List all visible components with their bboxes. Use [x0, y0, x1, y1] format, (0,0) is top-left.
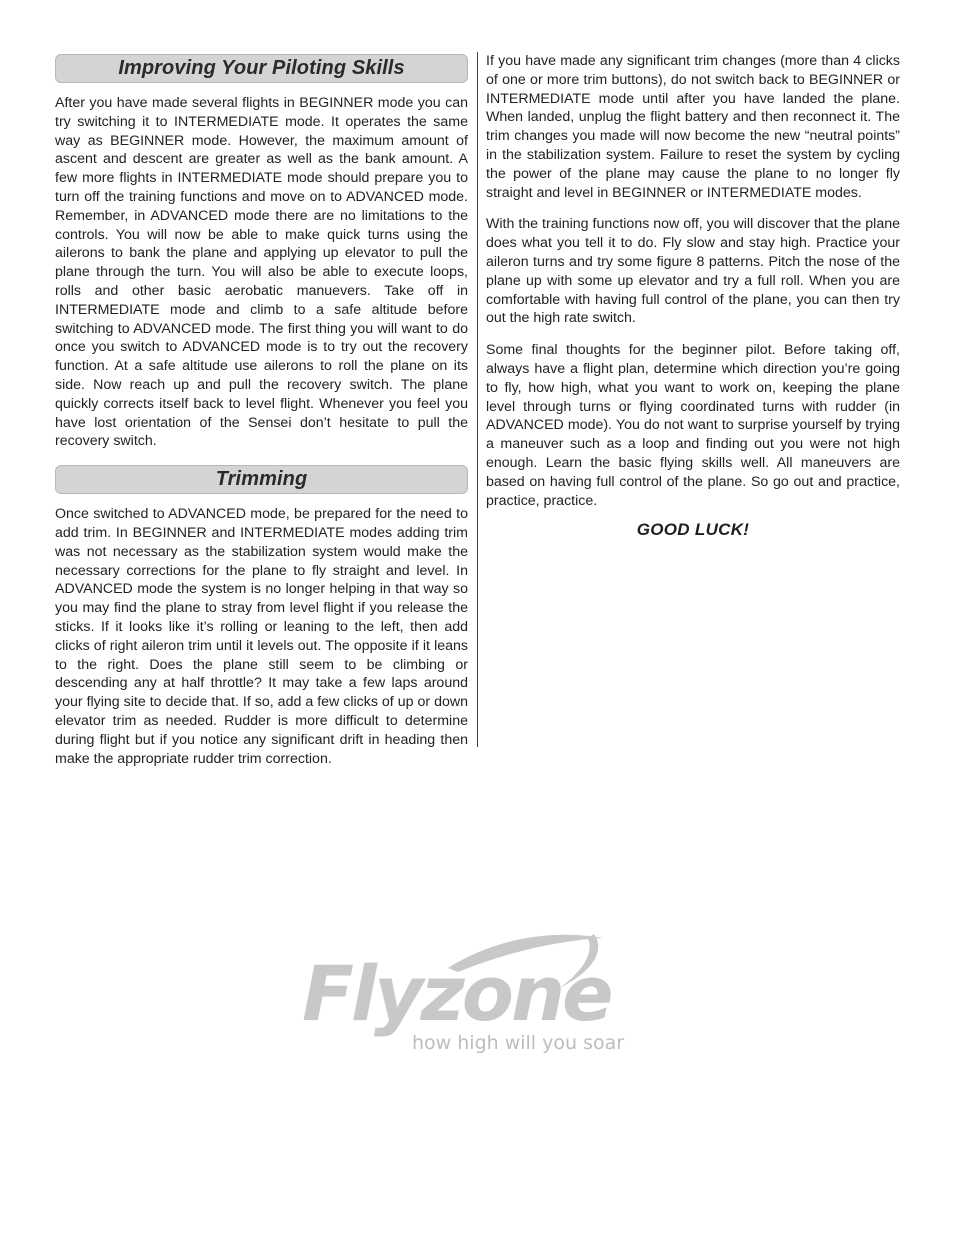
left-column: [55, 54, 468, 768]
logo-wordmark: Flyzone: [302, 949, 611, 1038]
trim-changes-paragraph: If you have made any significant trim changes (more than 4 clicks of one or more trim buttons), do not switch back to BEGINNER or INTERMEDIATE mode until after you have landed the plane. When landed, unplug the flight battery and then reconnect it. The trim changes you made will now become the new “neutral points” in the stabilization system. Failure to reset the system by cycling the power of the plane may cause the plane to no longer fly straight and level in BEGINNER or INTERMEDIATE modes.: [486, 53, 900, 201]
final-thoughts-paragraph: Some final thoughts for the beginner pilot. Before taking off, always have a flight plan, determine which direction you’re going to fly, how high, what you want to work on, keeping the plane level through turns or flying coordinated turns with rudder (in ADVANCED mode). You do not want to surprise yourself by trying a maneuver such as a loop and finding out you were not high enough. Learn the basic flying skills well. All maneuvers are based on having full control of the plane. So go out and practice, practice, practice.: [486, 342, 900, 509]
training-off-paragraph: With the training functions now off, you will discover that the plane does what you tell it to do. Fly slow and stay high. Practice your aileron turns and try some figure 8 patterns. Pitch the nose of the plane up with some up elevator and try a full roll. When you are comfortable with having full control of the plane, you can then try out the high rate switch.: [486, 216, 900, 327]
right-column: [486, 52, 900, 540]
good-luck-closing: GOOD LUCK!: [636, 520, 750, 540]
logo-tagline: how high will you soar: [412, 1032, 625, 1054]
trimming-paragraph: Once switched to ADVANCED mode, be prepared for the need to add trim. In BEGINNER and INTERMEDIATE modes adding trim was not necessary as the stabilization system would make the necessary corrections for the plane to fly straight and level. In ADVANCED mode the system is no longer helping in that way so you may find the plane to stray from level flight if you release the sticks. If it looks like it’s rolling or leaning to the left, then add clicks of right aileron trim until it levels out. The opposite if it leans to the right. Does the plane still seem to be climbing or descending any at half throttle? It may take a few laps around your flying site to decide that. If so, add a few clicks of up or down elevator trim as needed. Rudder is more difficult to determine during flight but if you notice any significant drift in heading then make the appropriate rudder trim correction.: [55, 506, 468, 767]
section-title: Trimming: [215, 468, 308, 491]
section-header-piloting-skills: [55, 54, 468, 83]
section-title: Improving Your Piloting Skills: [118, 57, 405, 79]
column-divider: [477, 52, 478, 747]
piloting-skills-paragraph: After you have made several flights in BEGINNER mode you can try switching it to INTERMEDIATE mode. It operates the same way as BEGINNER mode. However, the maximum amount of ascent and descent are greater as well as the bank amount. A few more flights in INTERMEDIATE mode should prepare you to turn off the training functions and move on to ADVANCED mode. Remember, in ADVANCED mode there are no limitations to the controls. You will now be able to make quick turns using the ailerons to bank the plane and applying up elevator to pull the plane through the turn. You will also be able to execute loops, rolls and other basic aerobatic manuevers. Take off in INTERMEDIATE mode and climb to a safe altitude before switching to ADVANCED mode. The first thing you will want to do once you switch to ADVANCED mode is to try out the recovery function. At a safe altitude use ailerons to roll the plane on its side. Now reach up and pull the recovery switch. The plane quickly corrects itself back to level flight. Whenever you feel you have lost orientation of the Sensei don’t hesitate to pull the recovery switch.: [55, 95, 468, 450]
section-header-trimming: [55, 465, 468, 494]
flyzone-logo: [298, 928, 660, 1062]
